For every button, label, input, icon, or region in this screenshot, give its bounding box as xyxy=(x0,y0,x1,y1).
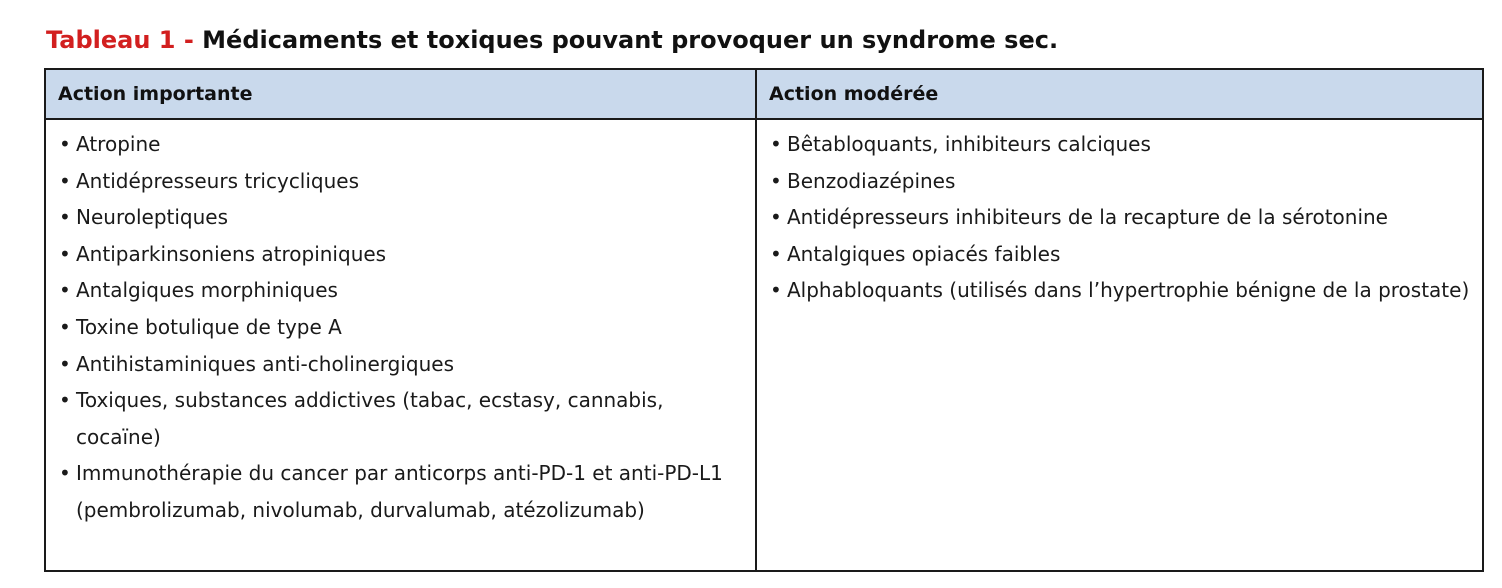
table-row xyxy=(45,119,1483,571)
header-moderate-action: Action modérée xyxy=(756,69,1483,119)
table-header-row xyxy=(45,69,1483,119)
header-strong-action: Action importante xyxy=(45,69,756,119)
list-item: • Neuroleptiques xyxy=(58,199,743,236)
list-item: • Antidépresseurs inhibiteurs de la recapture de la sérotonine xyxy=(769,199,1470,236)
list-item: • Antidépresseurs tricycliques xyxy=(58,163,743,200)
list-item: • Benzodiazépines xyxy=(769,163,1470,200)
list-item: • Immunothérapie du cancer par anticorps anti-PD-1 et anti-PD-L1 (pembrolizumab, nivolumab, durvalumab, atézolizumab) xyxy=(58,455,743,528)
drug-table xyxy=(44,68,1484,572)
table-title: Médicaments et toxiques pouvant provoquer un syndrome sec. xyxy=(193,26,1059,54)
list-item: • Toxine botulique de type A xyxy=(58,309,743,346)
drug-table-container xyxy=(44,68,1482,572)
table-caption xyxy=(46,22,1058,58)
strong-action-cell xyxy=(45,119,756,571)
list-item: • Antalgiques morphiniques xyxy=(58,272,743,309)
strong-action-list xyxy=(58,126,743,529)
table-number: Tableau 1 - xyxy=(46,26,194,54)
list-item: • Antiparkinsoniens atropiniques xyxy=(58,236,743,273)
moderate-action-cell xyxy=(756,119,1483,571)
list-item: • Alphabloquants (utilisés dans l’hypertrophie bénigne de la prostate) xyxy=(769,272,1470,309)
list-item: • Toxiques, substances addictives (tabac, ecstasy, cannabis, cocaïne) xyxy=(58,382,743,455)
list-item: • Antihistaminiques anti-cholinergiques xyxy=(58,346,743,383)
list-item: • Bêtabloquants, inhibiteurs calciques xyxy=(769,126,1470,163)
moderate-action-list xyxy=(769,126,1470,309)
list-item: • Atropine xyxy=(58,126,743,163)
list-item: • Antalgiques opiacés faibles xyxy=(769,236,1470,273)
